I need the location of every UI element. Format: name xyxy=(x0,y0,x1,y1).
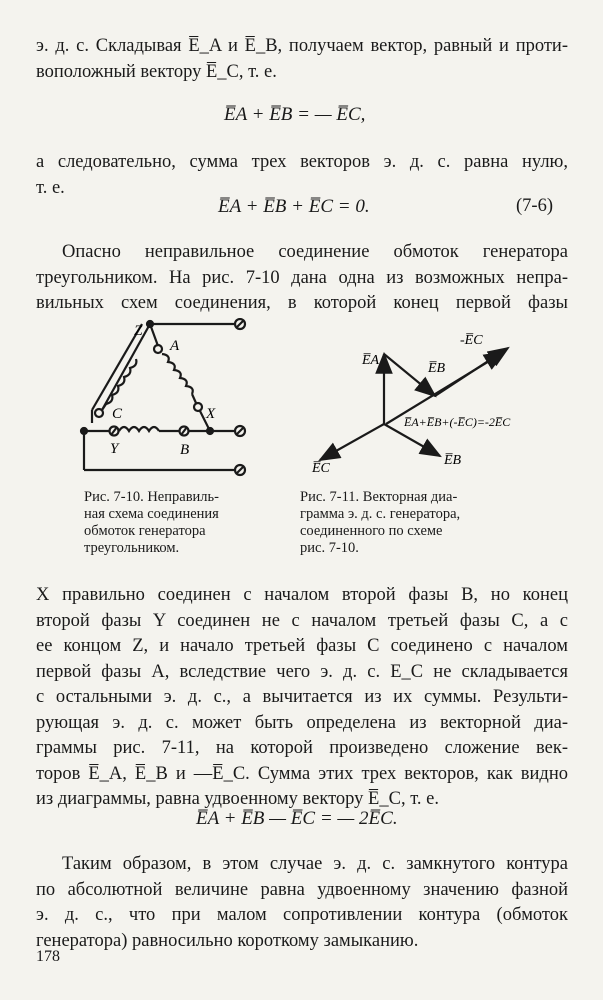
text-line: X правильно соединен с началом второй фазы B, но конец xyxy=(36,585,568,605)
caption-line: треугольником. xyxy=(84,540,180,556)
label-eb: E̅B xyxy=(444,453,462,468)
caption-line: Рис. 7-11. Векторная диа- xyxy=(300,489,458,505)
text-line: воположный вектору E̅_C, т. е. xyxy=(36,61,277,82)
caption-line: рис. 7-10. xyxy=(300,540,359,556)
label-x: X xyxy=(206,406,216,422)
text-line: генератора) равносильно короткому замыканию. xyxy=(36,930,419,951)
figure-7-10-caption xyxy=(84,489,219,557)
text-line: второй фазы Y соединен не с началом третьей фазы C, а с xyxy=(36,610,568,631)
caption-line: Рис. 7-10. Неправиль- xyxy=(84,489,219,505)
vector-diagram-figure xyxy=(300,320,530,480)
label-y: Y xyxy=(110,441,119,457)
text-line: по абсолютной величине равна удвоенному значению фазной xyxy=(36,879,568,900)
text-line: ее концом Z, и начало третьей фазы C соединено с началом xyxy=(36,636,568,656)
caption-line: обмоток генератора xyxy=(84,523,206,539)
label-ea: E̅A xyxy=(362,353,380,368)
circuit-diagram-figure xyxy=(72,318,262,483)
label-eb-top: E̅B xyxy=(428,361,446,376)
equation-2: E̅A + E̅B + E̅C = 0. xyxy=(218,196,370,217)
text-line: из диаграммы, равна удвоенному вектору E̅_C, т. е. xyxy=(36,789,439,809)
equation-number: (7-6) xyxy=(516,196,553,216)
text-line: торов E̅_A, E̅_B и —E̅_C. Сумма этих трех векторов, как видно xyxy=(36,763,568,784)
label-ec: E̅C xyxy=(312,461,330,476)
label-z: Z xyxy=(134,323,143,339)
paragraph-4 xyxy=(36,583,568,813)
text-line: э. д. с., что при малом сопротивлении контура (обмоток xyxy=(36,905,568,925)
text-line: Таким образом, в этом случае э. д. с. замкнутого контура xyxy=(62,854,568,874)
equation-1: E̅A + E̅B = — E̅C, xyxy=(224,104,366,125)
page-number: 178 xyxy=(36,948,60,965)
caption-line: грамма э. д. с. генератора, xyxy=(300,506,461,522)
text-line: граммы рис. 7-11, на которой произведено сложение век- xyxy=(36,738,568,758)
paragraph-3 xyxy=(36,240,568,317)
text-line: Опасно неправильное соединение обмоток генератора xyxy=(62,242,568,262)
label-sum: E̅A+E̅B+(-E̅C)=-2E̅C xyxy=(404,415,511,429)
paragraph-2 xyxy=(36,150,568,201)
text-line: т. е. xyxy=(36,177,65,198)
paragraph-5 xyxy=(36,852,568,954)
label-b: B xyxy=(180,442,190,458)
caption-line: ная схема соединения xyxy=(84,506,219,522)
equation-3: E̅A + E̅B — E̅C = — 2E̅C. xyxy=(196,808,398,829)
text-line: треугольником. На рис. 7-10 дана одна из возможных непра- xyxy=(36,267,568,288)
text-line: с остальными э. д. с., а вычитается из их суммы. Результи- xyxy=(36,687,568,707)
figure-7-11-caption xyxy=(300,489,460,557)
text-line: первой фазы A, вследствие чего э. д. с. E_C не складывается xyxy=(36,661,568,682)
paragraph-1 xyxy=(36,34,568,85)
text-line: а следовательно, сумма трех векторов э. д. с. равна нулю, xyxy=(36,152,568,172)
label-c: C xyxy=(112,406,123,422)
label-neg-ec: -E̅C xyxy=(460,333,483,348)
caption-line: соединенного по схеме xyxy=(300,523,443,539)
label-a: A xyxy=(170,338,180,354)
text-line: вильных схем соединения, в которой конец первой фазы xyxy=(36,293,568,313)
text-line: э. д. с. Складывая E̅_A и E̅_B, получаем вектор, равный и проти- xyxy=(36,36,568,56)
text-line: рующая э. д. с. может быть определена из векторной диа- xyxy=(36,712,568,733)
